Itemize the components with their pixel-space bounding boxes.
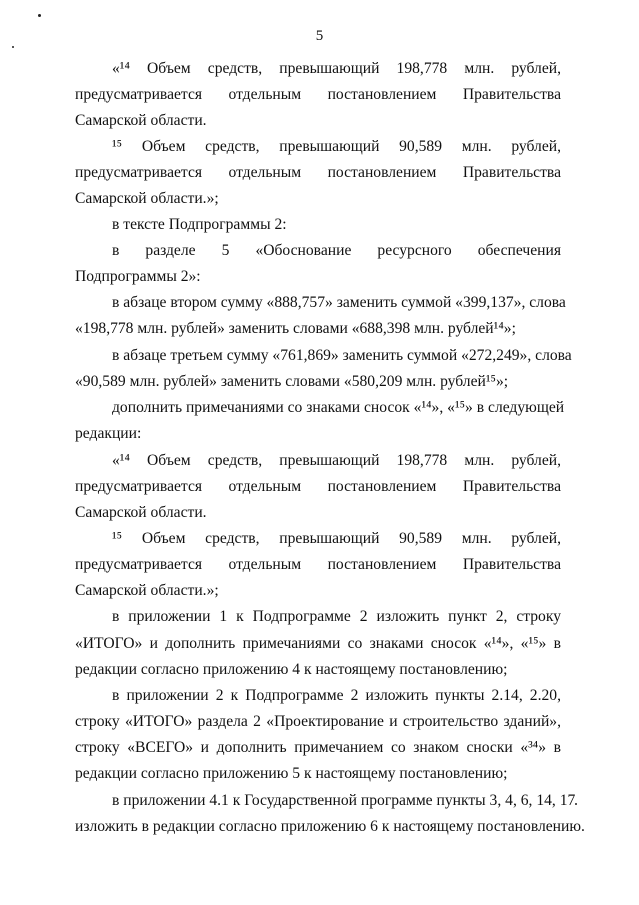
- text-line: строку «ВСЕГО» и дополнить примечанием со знаком сноски «³⁴» в: [75, 739, 561, 756]
- text-line: ¹⁵ Объем средств, превышающий 90,589 млн. рублей,: [112, 138, 561, 155]
- text-line: Самарской области.»;: [75, 582, 219, 599]
- text-line: ¹⁵ Объем средств, превышающий 90,589 млн. рублей,: [112, 530, 561, 547]
- text-line: Самарской области.: [75, 112, 207, 129]
- text-line: в абзаце третьем сумму «761,869» заменить суммой «272,249», слова: [112, 347, 572, 364]
- text-line: Самарской области.»;: [75, 190, 219, 207]
- text-line: предусматривается отдельным постановлением Правительства: [75, 478, 561, 495]
- text-line: в приложении 1 к Подпрограмме 2 изложить пункт 2, строку: [112, 608, 561, 625]
- text-line: «¹⁴ Объем средств, превышающий 198,778 млн. рублей,: [112, 60, 561, 77]
- text-line: «90,589 млн. рублей» заменить словами «580,209 млн. рублей¹⁵»;: [75, 373, 509, 390]
- text-line: предусматривается отдельным постановлением Правительства: [75, 164, 561, 181]
- text-line: дополнить примечаниями со знаками сносок «¹⁴», «¹⁵» в следующей: [112, 399, 565, 416]
- text-line: изложить в редакции согласно приложению 6 к настоящему постановлению.: [75, 818, 585, 835]
- text-line: предусматривается отдельным постановлением Правительства: [75, 86, 561, 103]
- text-line: редакции согласно приложению 5 к настоящему постановлению;: [75, 765, 508, 782]
- text-line: «198,778 млн. рублей» заменить словами «688,398 млн. рублей¹⁴»;: [75, 320, 516, 337]
- scan-speck: [12, 46, 14, 48]
- text-line: редакции:: [75, 425, 142, 442]
- text-line: Самарской области.: [75, 504, 207, 521]
- text-line: в тексте Подпрограммы 2:: [112, 216, 287, 233]
- text-line: редакции согласно приложению 4 к настоящему постановлению;: [75, 661, 508, 678]
- text-line: «ИТОГО» и дополнить примечаниями со знаками сносок «¹⁴», «¹⁵» в: [75, 635, 561, 652]
- text-line: в разделе 5 «Обоснование ресурсного обеспечения: [112, 242, 561, 259]
- text-line: строку «ИТОГО» раздела 2 «Проектирование и строительство зданий»,: [75, 713, 561, 730]
- text-line: Подпрограммы 2»:: [75, 268, 201, 285]
- text-line: «¹⁴ Объем средств, превышающий 198,778 млн. рублей,: [112, 452, 561, 469]
- text-line: в приложении 2 к Подпрограмме 2 изложить пункты 2.14, 2.20,: [112, 687, 561, 704]
- text-line: предусматривается отдельным постановлением Правительства: [75, 556, 561, 573]
- scan-speck: [38, 14, 41, 17]
- text-line: в абзаце втором сумму «888,757» заменить суммой «399,137», слова: [112, 294, 566, 311]
- text-line: в приложении 4.1 к Государственной программе пункты 3, 4, 6, 14, 17: [112, 792, 576, 809]
- page-number: 5: [315, 28, 324, 44]
- scan-speck: [575, 803, 577, 805]
